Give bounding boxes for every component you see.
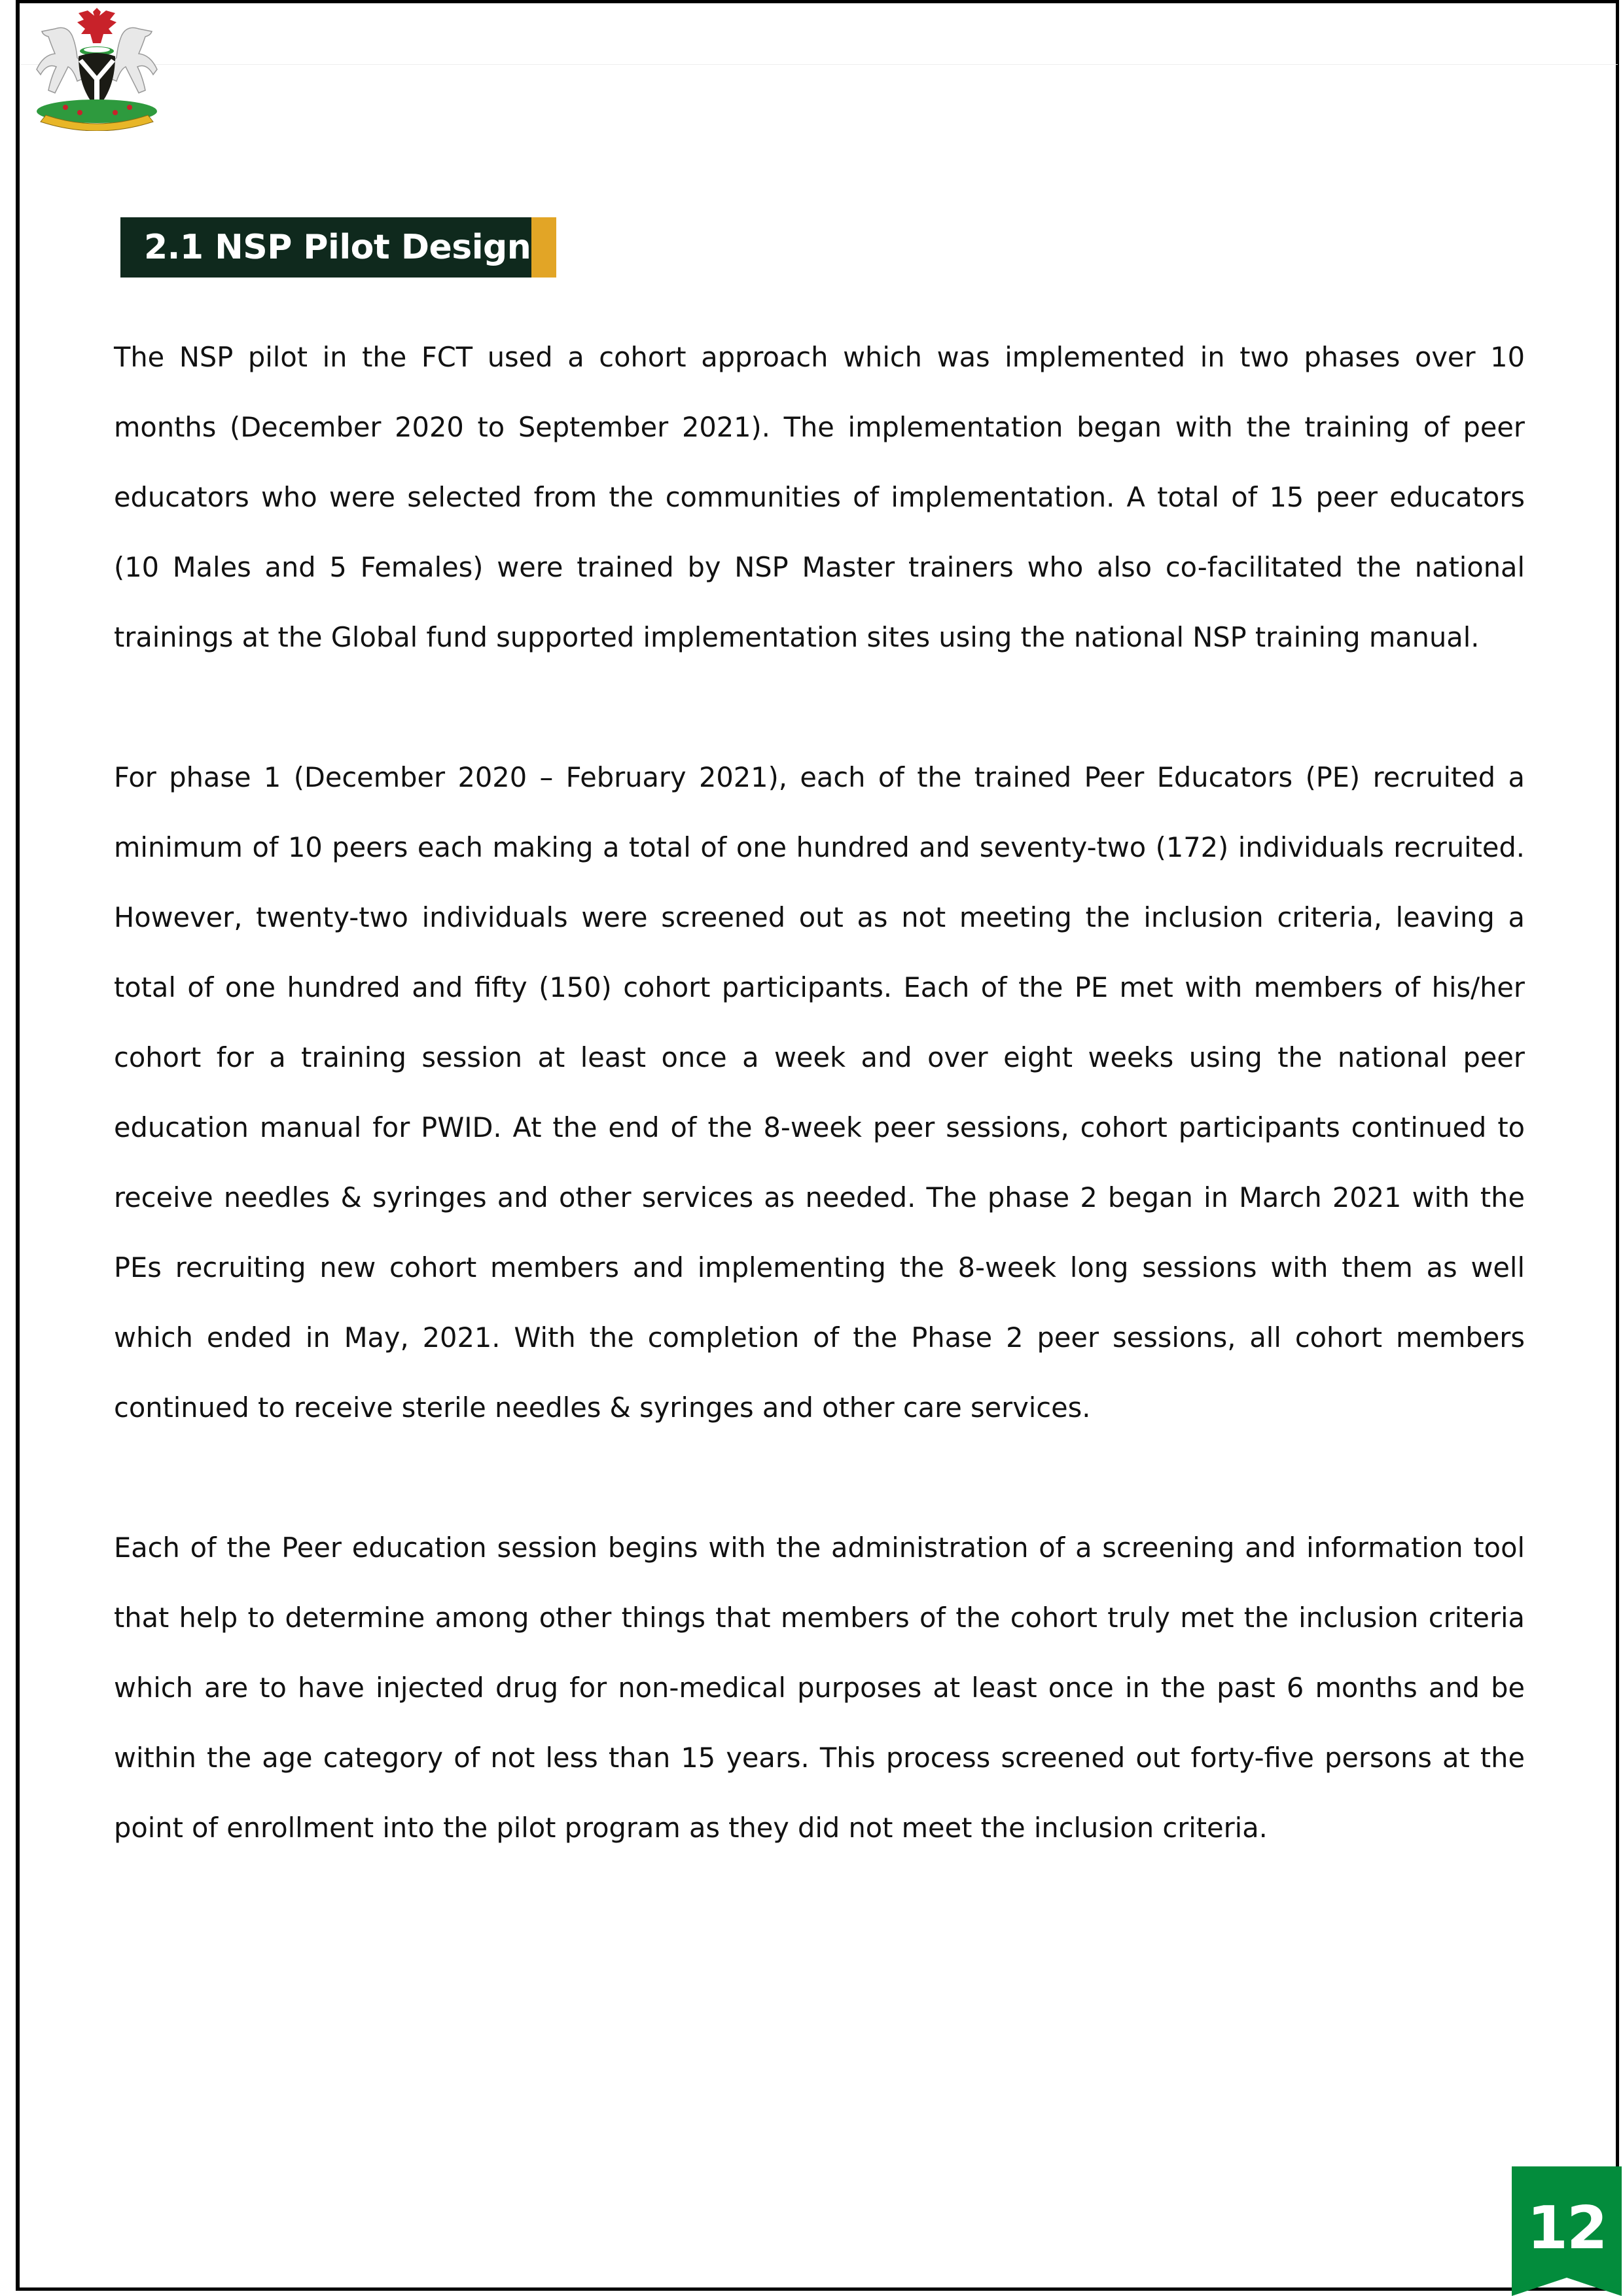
body-text [114,322,1525,1933]
page-number-badge [1512,2166,1622,2296]
coat-of-arms-icon [20,3,174,131]
section-title-accent [531,217,556,278]
paragraph-pilot-overview: The NSP pilot in the FCT used a cohort approach which was implemented in two phases over 10 months (December 2020 to September 2021). The implementation began with the training of peer educators who were selected from the communities of implementation. A total of 15 peer educators (10 Males and 5 Females) were trained by NSP Master trainers who also co-facilitated the national trainings at the Global fund supported implementation sites using the national NSP training manual. [114,341,1525,653]
section-heading [120,217,556,278]
page-number: 12 [1527,2194,1607,2263]
section-title: 2.1 NSP Pilot Design [120,217,531,278]
paragraph-screening: Each of the Peer education session begins with the administration of a screening and information tool that help to determine among other things that members of the cohort truly met the inclusion criteria which are to have injected drug for non-medical purposes at least once in the past 6 months and be within the age category of not less than 15 years. This process screened out forty-five persons at the point of enrollment into the pilot program as they did not meet the inclusion criteria. [114,1532,1525,1844]
header-divider [20,64,1618,65]
paragraph-phase-details: For phase 1 (December 2020 – February 2021), each of the trained Peer Educators (PE) recruited a minimum of 10 peers each making a total of one hundred and seventy-two (172) individuals recruited. However, twenty-two individuals were screened out as not meeting the inclusion criteria, leaving a total of one hundred and fifty (150) cohort participants. Each of the PE met with members of his/her cohort for a training session at least once a week and over eight weeks using the national peer education manual for PWID. At the end of the 8-week peer sessions, cohort participants continued to receive needles & syringes and other services as needed. The phase 2 began in March 2021 with the PEs recruiting new cohort members and implementing the 8-week long sessions with them as well which ended in May, 2021. With the completion of the Phase 2 peer sessions, all cohort members continued to receive sterile needles & syringes and other care services. [114,761,1525,1424]
